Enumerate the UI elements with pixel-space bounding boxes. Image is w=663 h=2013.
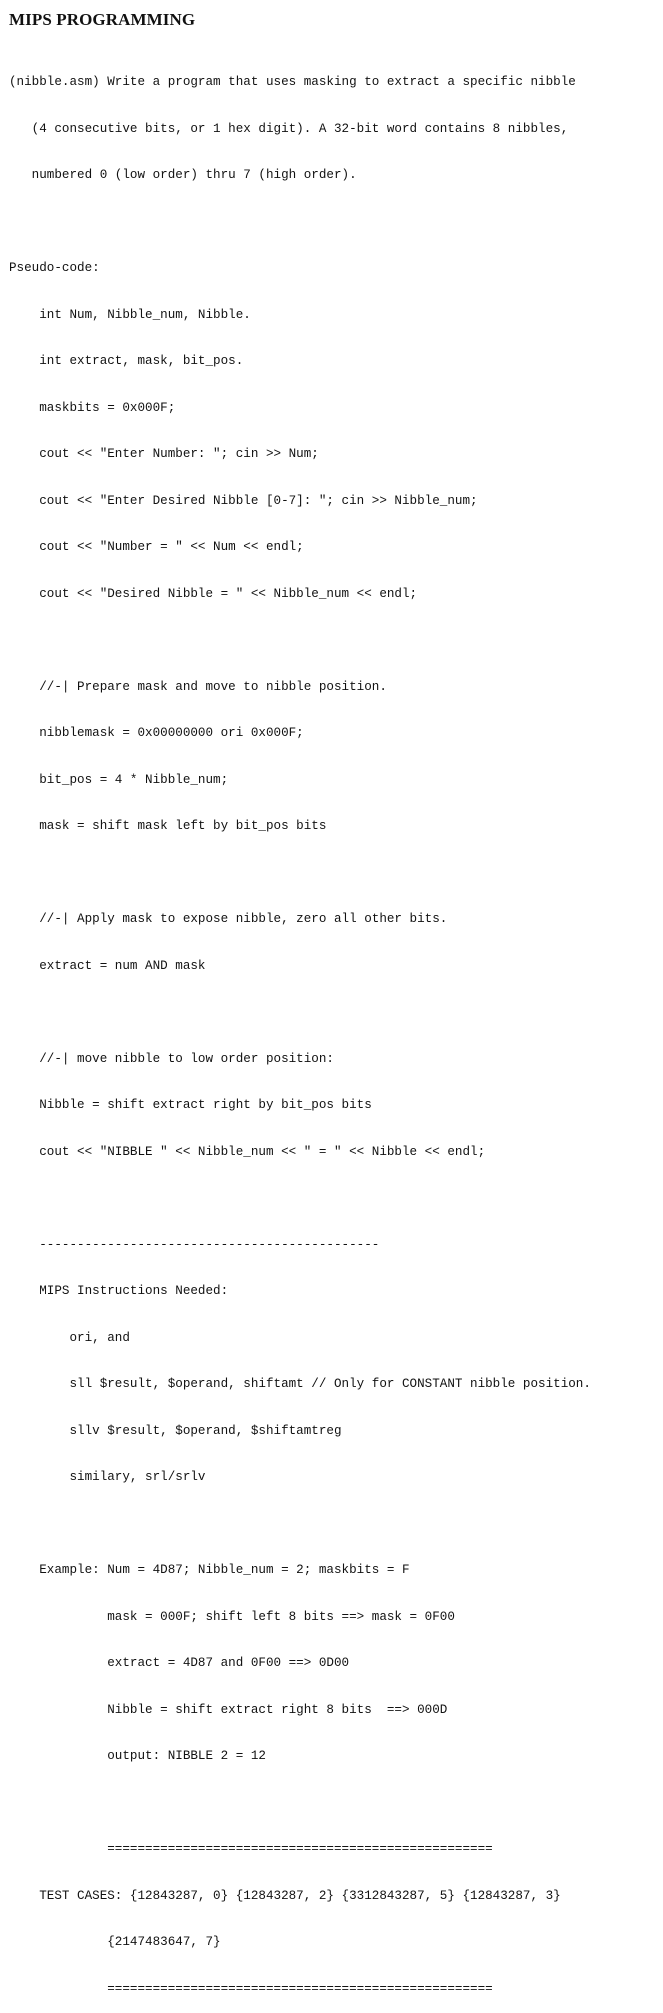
code-line: cout << "Enter Desired Nibble [0-7]: "; cin >> Nibble_num; (9, 493, 478, 508)
code-line: bit_pos = 4 * Nibble_num; (9, 772, 229, 787)
code-line: int Num, Nibble_num, Nibble. (9, 307, 251, 322)
pseudo-code-heading: Pseudo-code: (9, 261, 100, 275)
instruction-line: ori, and (9, 1330, 130, 1345)
code-line: mask = shift mask left by bit_pos bits (9, 819, 327, 833)
code-comment-line: //-| Apply mask to expose nibble, zero all other bits. (9, 912, 448, 926)
instruction-line: sllv $result, $operand, $shiftamtreg (9, 1423, 342, 1438)
double-divider: =================================================== (9, 1981, 493, 1996)
dashed-divider: --------------------------------------------- (9, 1237, 380, 1252)
test-cases-line: TEST CASES: {12843287, 0} {12843287, 2} {3312843287, 5} {12843287, 3} (9, 1888, 561, 1903)
code-line: int extract, mask, bit_pos. (9, 354, 244, 368)
code-line: cout << "Enter Number: "; cin >> Num; (9, 447, 319, 461)
blank-line (9, 633, 591, 649)
blank-line (9, 1191, 591, 1207)
example-line: Example: Num = 4D87; Nibble_num = 2; maskbits = F (9, 1563, 410, 1577)
example-line: output: NIBBLE 2 = 12 (9, 1749, 266, 1763)
blank-line (9, 215, 591, 231)
code-line: cout << "Desired Nibble = " << Nibble_num << endl; (9, 586, 418, 601)
document-body (9, 44, 591, 2013)
example-line: extract = 4D87 and 0F00 ==> 0D00 (9, 1656, 350, 1670)
code-line: nibblemask = 0x00000000 ori 0x000F; (9, 726, 304, 740)
code-line: extract = num AND mask (9, 958, 206, 973)
assignment-description-line: (4 consecutive bits, or 1 hex digit). A 32-bit word contains 8 nibbles, (9, 121, 569, 136)
code-line: maskbits = 0x000F; (9, 400, 176, 415)
blank-line (9, 1796, 591, 1812)
code-comment-line: //-| Prepare mask and move to nibble position. (9, 679, 387, 694)
blank-line (9, 1005, 591, 1021)
page-title: MIPS PROGRAMMING (9, 10, 196, 29)
test-cases-line: {2147483647, 7} (9, 1935, 221, 1949)
instruction-line: sll $result, $operand, shiftamt // Only for CONSTANT nibble position. (9, 1377, 591, 1391)
instructions-heading: MIPS Instructions Needed: (9, 1284, 229, 1298)
blank-line (9, 1517, 591, 1533)
code-line: Nibble = shift extract right by bit_pos bits (9, 1098, 372, 1112)
example-line: Nibble = shift extract right 8 bits ==> 000D (9, 1702, 448, 1717)
code-line: cout << "NIBBLE " << Nibble_num << " = " << Nibble << endl; (9, 1144, 486, 1159)
double-divider: =================================================== (9, 1842, 493, 1856)
assignment-description-line: (nibble.asm) Write a program that uses masking to extract a specific nibble (9, 75, 576, 89)
code-line: cout << "Number = " << Num << endl; (9, 540, 304, 554)
code-comment-line: //-| move nibble to low order position: (9, 1051, 334, 1066)
example-line: mask = 000F; shift left 8 bits ==> mask = 0F00 (9, 1609, 455, 1624)
assignment-description-line: numbered 0 (low order) thru 7 (high order). (9, 168, 357, 182)
blank-line (9, 866, 591, 882)
instruction-line: similary, srl/srlv (9, 1470, 206, 1484)
